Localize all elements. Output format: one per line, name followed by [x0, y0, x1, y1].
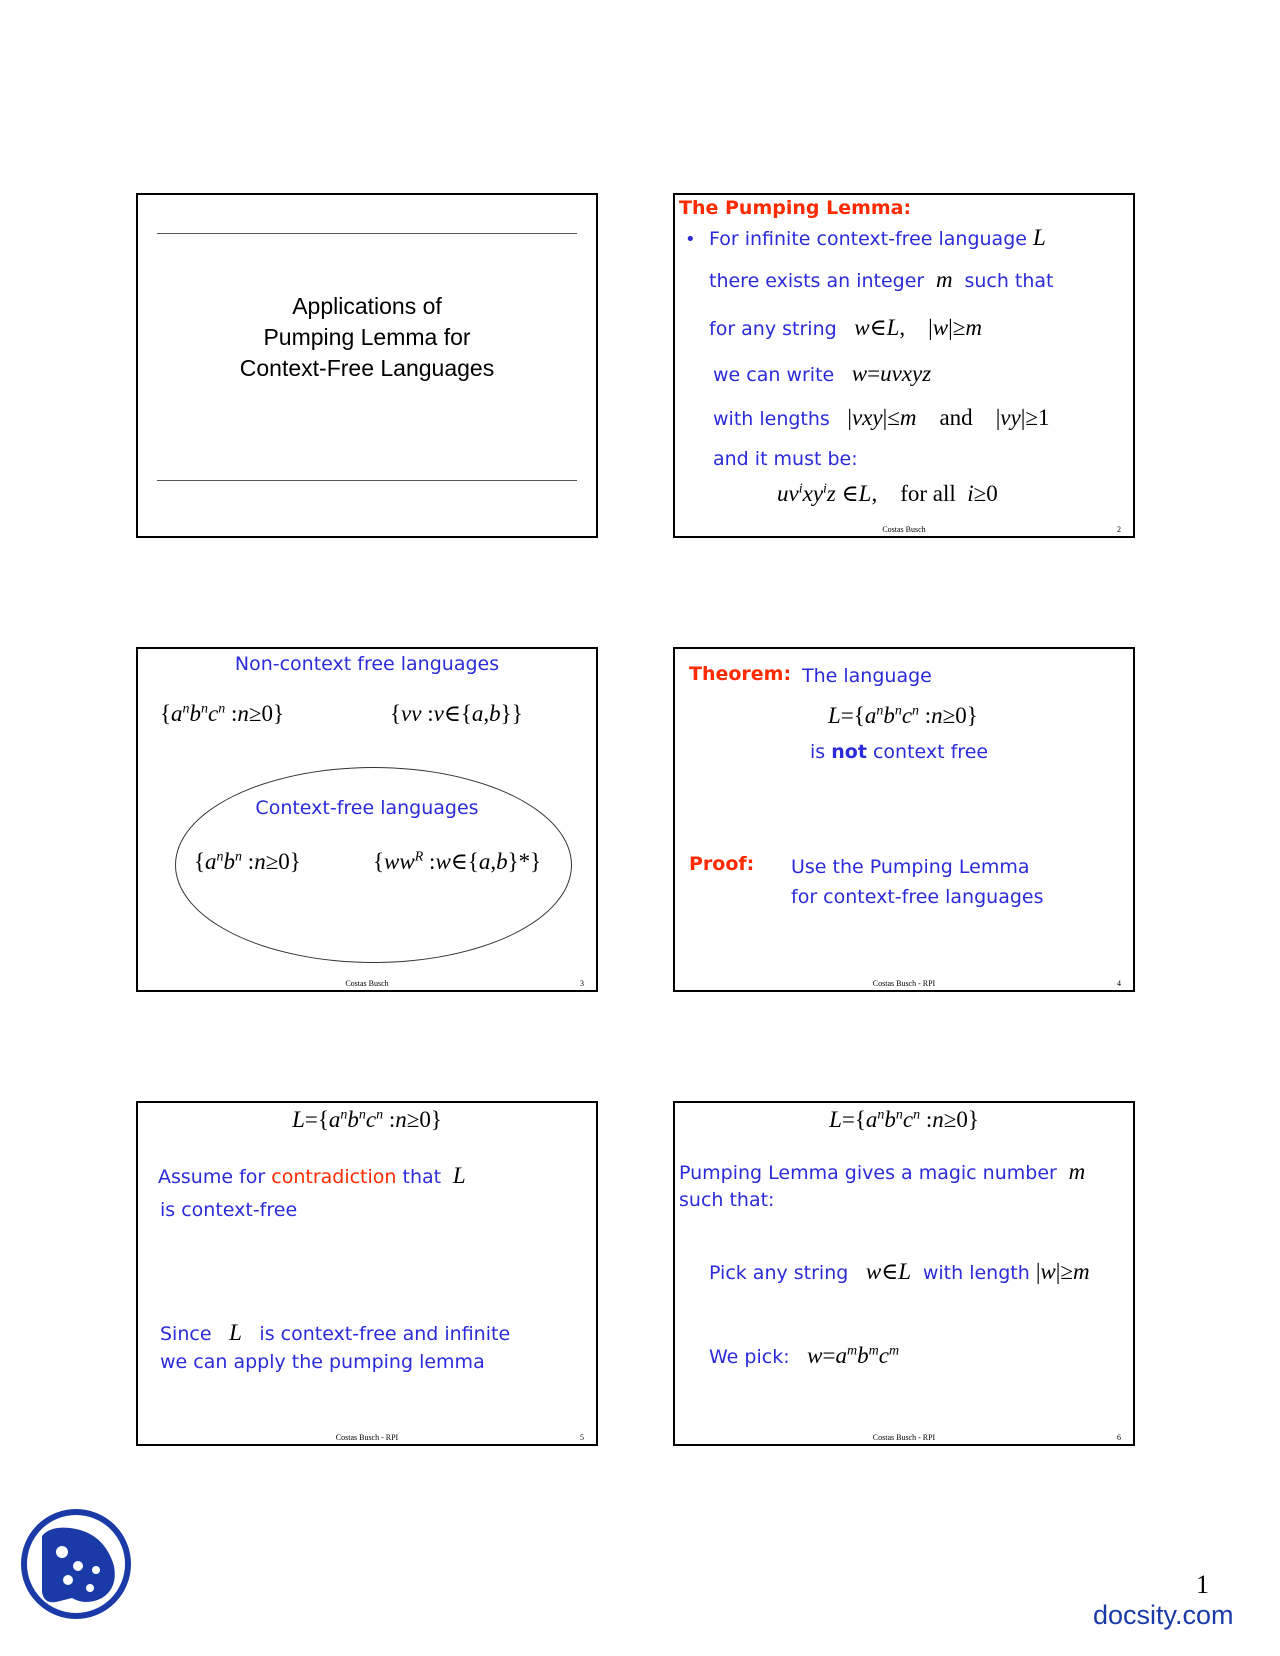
slide-3: Non-context free languages {$a^nb^nc^n$ :n≥0} {vv :v∈{a,b}} Context-free languages {$a^nb^n$ :n≥0} {$ww^R$ :w∈{a,b}*} Costas Busch 3 [136, 647, 598, 992]
theorem-label: Theorem: [689, 663, 792, 685]
non-cf-heading: Non-context free languages [234, 653, 500, 675]
footer: Costas Busch - RPI [872, 1433, 936, 1442]
pumping-lemma-heading: The Pumping Lemma: [679, 197, 912, 219]
slide-number: 6 [1117, 1433, 1121, 1442]
divider-bottom [157, 480, 577, 481]
docsity-logo-icon[interactable] [20, 1508, 132, 1620]
cf-heading: Context-free languages [255, 797, 479, 819]
slide-2: The Pumping Lemma: • For infinite context-free language L there exists an integer m such that for any string w∈L, |w|≥m we can write w=uvxyz with lengths |vxy|≤m and |vy|≥1 and it must be: $uv^ixy^iz$ ∈L, for all i≥0 Costas Busch 2 [673, 193, 1135, 538]
slide-number: 4 [1117, 979, 1121, 988]
slide-title: Applications of Pumping Lemma for Context-Free Languages [239, 293, 495, 381]
slide-4: Theorem: The language $L=\{a^nb^nc^n$ :n≥0} is not context free Proof: Use the Pumping Lemma for context-free languages Costas Busch - RPI 4 [673, 647, 1135, 992]
bullet: • [685, 229, 696, 250]
slide-number: 2 [1117, 525, 1121, 534]
divider-top [157, 233, 577, 234]
docsity-brand-link[interactable]: docsity.com [1093, 1600, 1234, 1630]
footer: Costas Busch - RPI [335, 1433, 399, 1442]
slide-1 [136, 193, 598, 538]
slide-number: 3 [580, 979, 584, 988]
slide-6: $L=\{a^nb^nc^n$ :n≥0} Pumping Lemma gives a magic number m such that: Pick any string w∈L with length |w|≥m We pick: $w=a^mb^mc^m$ Costas Busch - RPI 6 [673, 1101, 1135, 1446]
proof-label: Proof: [689, 853, 755, 875]
footer: Costas Busch [882, 525, 926, 534]
footer: Costas Busch [345, 979, 389, 988]
page-number: 1 [1196, 1570, 1209, 1599]
slide-5: $L=\{a^nb^nc^n$ :n≥0} Assume for contradiction that L is context-free Since L is context-free and infinite we can apply the pumping lemma Costas Busch - RPI 5 [136, 1101, 598, 1446]
footer: Costas Busch - RPI [872, 979, 936, 988]
slide-number: 5 [580, 1433, 584, 1442]
